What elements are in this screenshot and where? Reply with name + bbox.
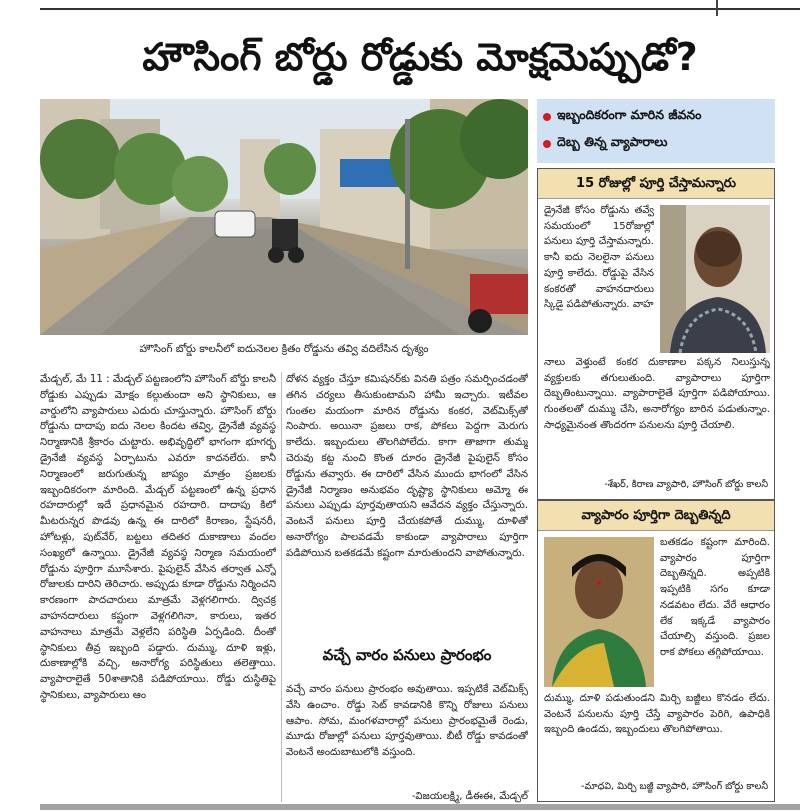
top-rule [40,0,800,16]
article-text-col2: దోళన వ్యక్తం చేస్తూ కమిషనర్‌కు వినతి పత్రం సమర్పించడంతో తగిన చర్యలు తీసుకుంటామని హామీ ఇచ్చారు. ఇటీవల గుంతల మయంగా మారిన రోడ్డును కంకర, వెట్‌మిక్స్‌తో నింపారు. అయినా ప్రజలు రాక, పోకలు పెద్దగా మెరుగు కాలేదు. ఇబ్బందులు తొలగిపోలేదు. కాగా తాజాగా తుమ్మ చెరువు కట్ట నుంచి కొంత దూరం డ్రైనేజీ పైపులైన్‌ కోసం రోడ్డును తవ్వారు. ఈ దారిలో వేసిన ముందు భాగంలో వేసిన డ్రైనేజీ నిర్మాణం అనుభవం దృష్ట్యా స్థానికులు అమ్మో ఈ పనులు ఎప్పుడు పూర్తవుతాయని ఆవేదన వ్యక్తం చేస్తున్నారు. వెంటనే పనులు పూర్తి చేయకపోతే దుమ్ము, దూళితో అనారోగ్యం పాలవడమే కాకుండా వ్యాపారాలు పూర్తిగా పడిపోయిన బతకడమే కష్టంగా మారుతుందని వాపోతున్నారు. [286,374,528,559]
quote-text: నాలు వెళ్తుంటే కంకర దుకాణాల పక్కన నిలుస్తున్న వ్యక్తులకు తగులుతుంది. వ్యాపారాలు పూర్తిగా దెబ్బతింటున్నాయి. వ్యాపారాలైతే పూర్తిగా పడిపోయాయి. గుంతలతో దుమ్ము చేసి, అనారోగ్యం బారిన పడుతున్నాం. సాధ్యమైనంత తొందరగా పనులను పూర్తి చేయాలి. [544,357,770,431]
article-column-1 [40,372,276,792]
quote-text: డ్రైనేజీ కోసం రోడ్డును తవ్వే సమయంలో 15రోజుల్లో పనులు పూర్తి చేస్తామన్నారు. కానీ ఐదు నెలలైనా పనులు పూర్తి కాలేదు. రోడ్డుపై వేసిన కంకరతో వాహనదారులు స్కిడై పడిపోతున్నారు. వాహ [544,205,654,311]
bullet-dot-icon [543,113,551,121]
quote-box-title: వ్యాపారం పూర్తిగా దెబ్బతిన్నది [538,501,774,531]
clipping-edge [716,0,726,16]
quote-byline-official: -విజయలక్ష్మి, డీఈఈ, మేడ్చల్‌ [411,791,528,802]
sub-heading: వచ్చే వారం పనులు ప్రారంభం [322,646,492,664]
highlight-text: దెబ్బ తిన్న వ్యాపారాలు [557,134,668,149]
article-column-3 [286,682,528,792]
highlights-box [537,99,775,163]
article-text-col1: మేడ్చల్‌, మే 11 : మేడ్చల్‌ పట్టణంలోని హౌసింగ్‌ బోర్డు కాలనీ రోడ్డుకు ఎప్పుడు మోక్షం కల్గుతుందా అని స్థానికులు, ఆ వార్డులోని వ్యాపారులు ఎదురు చూస్తున్నారు. హౌసింగ్‌ బోర్డు రోడ్డును దాదాపు ఐదు నెలల కిందట తవ్వి, డ్రైనేజీ వ్యవస్థ నిర్మాణానికి శ్రీకారం చుట్టారు. అభివృద్ధిలో భాగంగా భూగర్భ డ్రైనేజీ వ్యవస్థ ఏర్పాటును ఎవరూ కాదనలేరు. కానీ నిర్మాణంలో జరుగుతున్న జాప్యం మాత్రం ప్రజలకు ఇబ్బందికరంగా మారింది. మేడ్చల్‌ పట్టణంలో ఉన్న ప్రధాన రహదారుల్లో ఇదే ప్రధానమైన రహదారి. దాదాపు కిలో మీటరున్నర పొడవు ఉన్న ఈ దారిలో కిరాణం, స్టేషనరీ, హోటళ్లు, పుట్‌వేర్‌, బట్టలు తదితర దుకాణాలు వందల సంఖ్యలో ఉన్నాయి. డ్రైనేజీ వ్యవస్థ నిర్మాణ సమయంలో రోడ్డును పూర్తిగా మూసేశారు. పైపులైన్‌ వేసిన తర్వాత ఎన్నో రోజులకు దారిని తెరిచారు. అప్పుడు కూడా రోడ్డును నిర్మించని కారణంగా పాదచారులు మాత్రమే వెళ్లగలిగారు. ద్విచక్ర వాహనదారులు కష్టంగా వెళ్లగలిగినా, కారులు, ఇతర వాహనాలు మాత్రమే వెళ్లలేని పరిస్థితి ఏర్పడింది. దీంతో స్థానికులు తీవ్ర ఇబ్బంది పడ్డారు. దుమ్ము, దూళి ఇళ్లు, దుకాణాల్లోకి వచ్చి, అనారోగ్య పరిస్థితులు తలెత్తాయి. వ్యాపారాలైతే 50శాతానికి పడిపోయాయి. రోడ్డు దుస్థితిపై స్థానికులు, వ్యాపారులు ఆం [40,374,276,701]
quote-box-shekar [537,168,775,500]
news-photo-road [40,99,528,335]
column-divider [281,372,282,802]
quote-byline: -శేఖర్‌, కిరాణ వ్యాపారి, హౌసింగ్‌ బోర్డు కాలనీ [604,479,768,490]
bottom-rule [40,804,800,810]
headline: హౌసింగ్ బోర్డు రోడ్డుకు మోక్షమెప్పుడో? [142,35,698,79]
quote-text: బతకడం కష్టంగా మారింది. వ్యాపారం పూర్తిగా దెబ్బతిన్నది. అప్పటికి ఇప్పటికి సగం కూడా నడవటం లేదు. వేరే ఆధారం లేక ఇక్కడే వ్యాపారం చేయాల్సి వస్తుంది. ప్రజల రాక పోకలు తగ్గిపోయాయి. [660,537,770,658]
quote-text: దుమ్ము, దూళి పడుతుండని మిర్చి బజ్జీలు కొనడం లేదు. వెంటనే పనులను పూర్తి చేస్తే వ్యాపారం పెరిగి, ఉపాధికి ఇబ్బంది ఉండదు, ఇబ్బందులు తొలగిపోతాయి. [544,693,770,736]
photo-caption: హౌసింగ్ బోర్డు కాలనీలో ఐదునెలల క్రితం రోడ్డును తవ్వి వదిలేసిన దృశ్యం [139,343,429,355]
highlight-text: ఇబ్బందికరంగా మారిన జీవనం [557,107,702,122]
quote-box-title: 15 రోజుల్లో పూర్తి చేస్తామన్నారు [538,169,774,199]
article-text-col3: వచ్చే వారం పనులు ప్రారంభం అవుతాయి. ఇప్పటికే వెట్‌మిక్స్‌ వేసి ఉంచాం. రోడ్డు సెట్‌ కావడానికి కొన్ని రోజులు పనులు ఆపాం. సోమ, మంగళవారాల్లో పనులు ప్రారంభమైతే రెండు, మూడు రోజుల్లో పనులు పూర్తవుతాయి. బీటీ రోడ్డు కావడంతో వెంటనే అందుబాటులోకి వస్తుంది. [286,684,528,759]
top-divider-line [40,8,800,10]
portrait-woman-photo [544,537,654,687]
highlight-item [543,130,769,157]
bullet-dot-icon [543,140,551,148]
highlight-item [543,103,769,130]
article-column-2 [286,372,528,630]
portrait-man-photo [660,205,770,353]
quote-box-madhavi [537,500,775,802]
quote-byline: -మాధవి, మిర్చి బజ్జీ వ్యాపారి, హౌసింగ్‌ బోర్డు కాలనీ [581,781,768,792]
